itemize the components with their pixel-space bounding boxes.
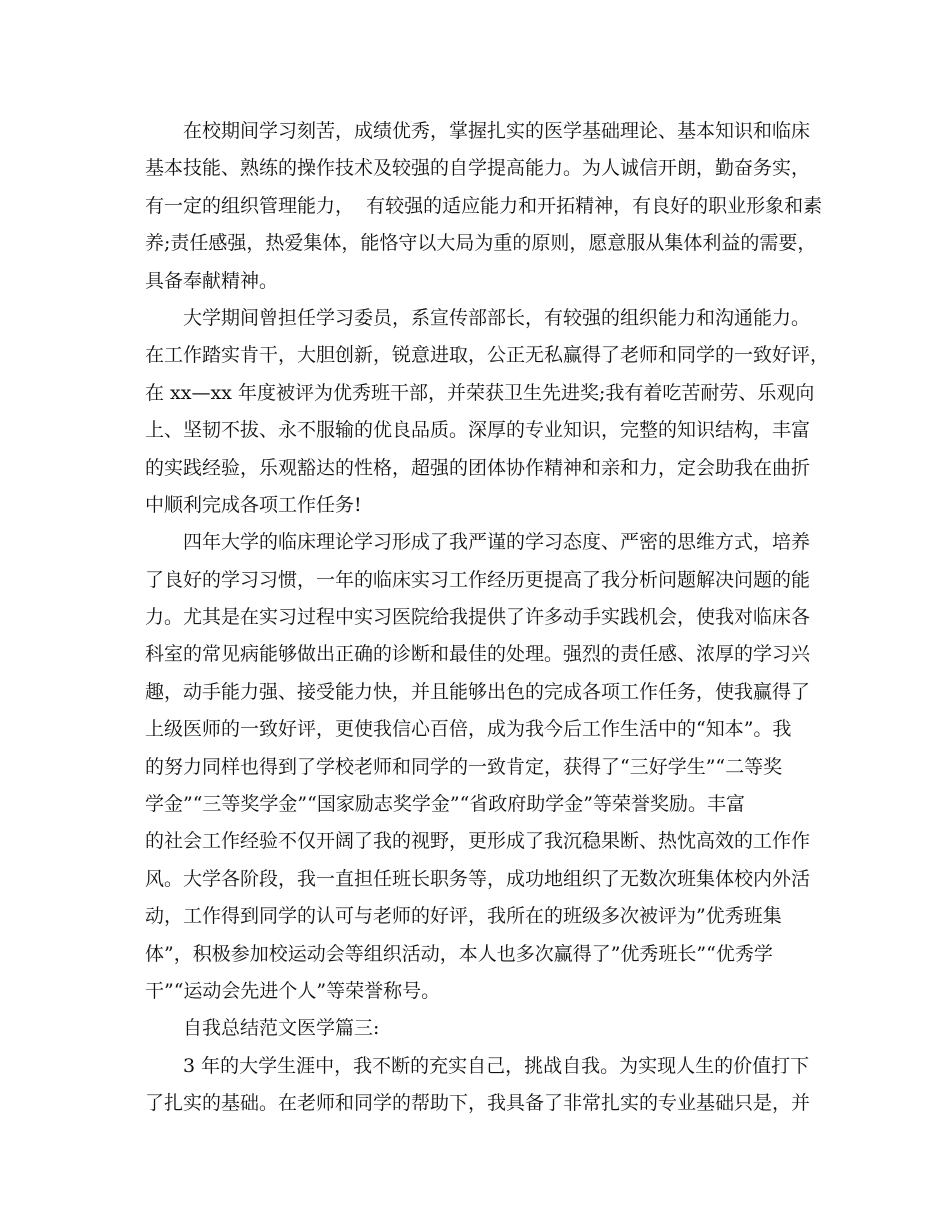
- text-line: 四年大学的临床理论学习形成了我严谨的学习态度、严密的思维方式，培养: [183, 531, 811, 554]
- text-line: 了良好的学习习惯，一年的临床实习工作经历更提高了我分析问题解决问题的能: [145, 568, 811, 591]
- text-line: 了扎实的基础。在老师和同学的帮助下，我具备了非常扎实的专业基础只是，并: [145, 1092, 811, 1115]
- text-line: 的社会工作经验不仅开阔了我的视野，更形成了我沉稳果断、热忱高效的工作作: [145, 830, 811, 853]
- text-line: 中顺利完成各项工作任务!: [145, 493, 362, 516]
- text-line: 上级医师的一致好评，更使我信心百倍，成为我今后工作生活中的“知本”。我: [145, 718, 792, 741]
- text-line: 干”“运动会先进个人”等荣誉称号。: [145, 979, 441, 1002]
- text-line: 风。大学各阶段，我一直担任班长职务等，成功地组织了无数次班集体校内外活: [145, 867, 811, 890]
- text-line: 趣，动手能力强、接受能力快，并且能够出色的完成各项工作任务，使我赢得了: [145, 680, 811, 703]
- text-line: 体”，积极参加校运动会等组织活动，本人也多次赢得了”优秀班长”“优秀学: [145, 942, 773, 965]
- text-line: 的实践经验，乐观豁达的性格，超强的团体协作精神和亲和力，定会助我在曲折: [145, 456, 811, 479]
- text-line: 具备奉献精神。: [145, 269, 279, 292]
- text-line: 力。尤其是在实习过程中实习医院给我提供了许多动手实践机会，使我对临床各: [145, 606, 811, 629]
- text-line: 养;责任感强，热爱集体，能恪守以大局为重的原则，愿意服从集体利益的需要，: [145, 232, 817, 255]
- text-line: 基本技能、熟练的操作技术及较强的自学提高能力。为人诚信开朗，勤奋务实，: [145, 157, 811, 180]
- text-line: 在 xx—xx 年度被评为优秀班干部，并荣获卫生先进奖;我有着吃苦耐劳、乐观向: [145, 381, 815, 404]
- text-line: 的努力同样也得到了学校老师和同学的一致肯定，获得了“三好学生”“二等奖: [145, 755, 783, 778]
- text-line: 学金”“三等奖学金”“国家励志奖学金”“省政府助学金”等荣誉奖励。丰富: [145, 793, 745, 816]
- text-line: 在工作踏实肯干，大胆创新，锐意进取，公正无私赢得了老师和同学的一致好评，: [145, 344, 830, 367]
- text-line: 在校期间学习刻苦，成绩优秀，掌握扎实的医学基础理论、基本知识和临床: [183, 120, 811, 142]
- text-line: 自我总结范文医学篇三:: [183, 1017, 380, 1040]
- text-line: 上、坚韧不拔、永不服输的优良品质。深厚的专业知识，完整的知识结构，丰富: [145, 419, 811, 442]
- text-line: 有一定的组织管理能力， 有较强的适应能力和开拓精神，有良好的职业形象和素: [145, 194, 823, 217]
- text-line: 动，工作得到同学的认可与老师的好评，我所在的班级多次被评为”优秀班集: [145, 905, 782, 928]
- text-line: 大学期间曾担任学习委员，系宣传部部长，有较强的组织能力和沟通能力。: [183, 306, 811, 329]
- document-body: [145, 113, 830, 1123]
- text-line: 科室的常见病能够做出正确的诊断和最佳的处理。强烈的责任感、浓厚的学习兴: [145, 643, 811, 666]
- text-line: 3 年的大学生涯中，我不断的充实自己，挑战自我。为实现人生的价值打下: [183, 1054, 810, 1077]
